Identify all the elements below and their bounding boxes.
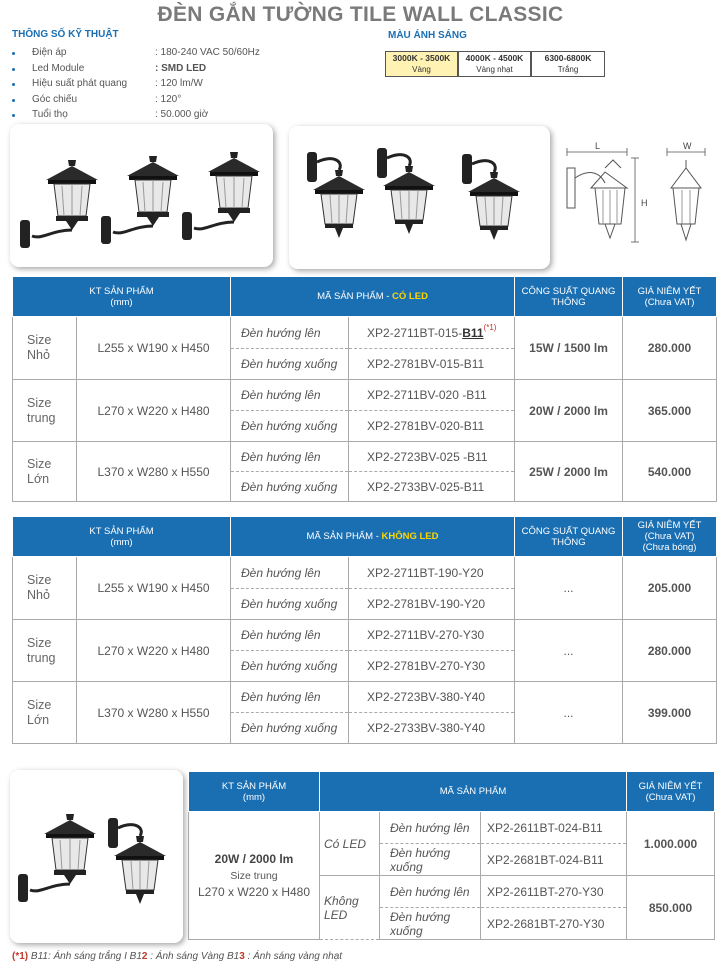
col-header-size: KT SẢN PHẨM (mm) bbox=[13, 517, 231, 557]
dim-w-label: W bbox=[683, 141, 692, 151]
lamp-down-icon bbox=[289, 126, 550, 269]
size-cell: Size Lớn bbox=[13, 682, 77, 744]
dim-h-label: H bbox=[641, 198, 648, 208]
table-row bbox=[13, 317, 717, 349]
page-title: ĐÈN GẮN TƯỜNG TILE WALL CLASSIC bbox=[157, 3, 564, 26]
spec-label: Tuổi thọ bbox=[32, 109, 68, 120]
size-cell: Size Nhỏ bbox=[13, 317, 77, 380]
col-header-power: CÔNG SUẤT QUANG THÔNG bbox=[515, 277, 623, 317]
dir-up-cell: Đèn hướng lên bbox=[231, 442, 349, 472]
spec-label: Led Module bbox=[32, 62, 85, 74]
price-cell: 280.000 bbox=[623, 317, 717, 380]
power-cell: ... bbox=[515, 557, 623, 620]
lamp-up-icon bbox=[10, 124, 273, 267]
size-cell: 20W / 2000 lm Size trung L270 x W220 x H480 bbox=[189, 812, 320, 940]
dir-down-cell: Đèn hướng xuống bbox=[231, 589, 349, 620]
code-cell: XP2-2711BV-020 -B11 bbox=[349, 380, 515, 411]
code-cell: XP2-2781BV-270-Y30 bbox=[349, 651, 515, 682]
price-cell: 399.000 bbox=[623, 682, 717, 744]
code-cell: XP2-2711BT-190-Y20 bbox=[349, 557, 515, 589]
code-cell: XP2-2681BT-024-B11 bbox=[481, 844, 627, 876]
table-row bbox=[13, 557, 717, 589]
code-cell: XP2-2781BV-020-B11 bbox=[349, 411, 515, 442]
col-header-size: KT SẢN PHẨM (mm) bbox=[13, 277, 231, 317]
spec-value: : 50.000 giờ bbox=[155, 109, 209, 120]
dir-up-cell: Đèn hướng lên bbox=[380, 876, 481, 908]
dir-down-cell: Đèn hướng xuống bbox=[231, 713, 349, 744]
dir-down-cell: Đèn hướng xuống bbox=[231, 349, 349, 380]
code-cell: XP2-2723BV-025 -B11 bbox=[349, 442, 515, 472]
bullet-icon bbox=[12, 83, 15, 86]
dim-cell: L255 x W190 x H450 bbox=[77, 317, 231, 380]
power-cell: ... bbox=[515, 682, 623, 744]
dim-cell: L270 x W220 x H480 bbox=[77, 620, 231, 682]
col-header-size: KT SẢN PHẨM (mm) bbox=[189, 772, 320, 812]
code-cell: XP2-2781BV-190-Y20 bbox=[349, 589, 515, 620]
col-header-code: MÃ SẢN PHẨM bbox=[320, 772, 627, 812]
swatch-range: 6300-6800K bbox=[544, 53, 592, 63]
bullet-icon bbox=[12, 52, 15, 55]
table-row bbox=[13, 620, 717, 651]
price-cell: 280.000 bbox=[623, 620, 717, 682]
dir-down-cell: Đèn hướng xuống bbox=[231, 472, 349, 502]
swatch-range: 4000K - 4500K bbox=[465, 53, 524, 63]
type-cell: Có LED bbox=[320, 812, 380, 876]
table-row bbox=[189, 812, 715, 844]
dir-up-cell: Đèn hướng lên bbox=[380, 812, 481, 844]
dir-down-cell: Đèn hướng xuống bbox=[231, 651, 349, 682]
dir-up-cell: Đèn hướng lên bbox=[231, 682, 349, 713]
size-cell: Size trung bbox=[13, 620, 77, 682]
product-photo-down bbox=[289, 126, 550, 269]
dim-cell: L255 x W190 x H450 bbox=[77, 557, 231, 620]
swatch-neutral bbox=[458, 51, 531, 77]
col-header-code: MÃ SẢN PHẨM - CÓ LED bbox=[231, 277, 515, 317]
table-row bbox=[13, 442, 717, 472]
dir-up-cell: Đèn hướng lên bbox=[231, 620, 349, 651]
col-header-power: CÔNG SUẤT QUANG THÔNG bbox=[515, 517, 623, 557]
col-header-price: GIÁ NIÊM YẾT (Chưa VAT) bbox=[627, 772, 715, 812]
code-cell: XP2-2611BT-270-Y30 bbox=[481, 876, 627, 908]
bullet-icon bbox=[12, 114, 15, 117]
swatch-warm bbox=[385, 51, 458, 77]
table-set bbox=[188, 771, 715, 940]
price-cell: 365.000 bbox=[623, 380, 717, 442]
price-cell: 205.000 bbox=[623, 557, 717, 620]
dim-cell: L270 x W220 x H480 bbox=[77, 380, 231, 442]
price-cell: 1.000.000 bbox=[627, 812, 715, 876]
col-header-price: GIÁ NIÊM YẾT (Chưa VAT) (Chưa bóng) bbox=[623, 517, 717, 557]
spec-value: : 120 lm/W bbox=[155, 78, 203, 89]
power-cell: 15W / 1500 lm bbox=[515, 317, 623, 380]
swatch-name: Vàng nhạt bbox=[476, 65, 513, 74]
bullet-icon bbox=[12, 68, 15, 71]
size-cell: Size trung bbox=[13, 380, 77, 442]
dir-down-cell: Đèn hướng xuống bbox=[231, 411, 349, 442]
spec-label: Hiệu suất phát quang bbox=[32, 78, 128, 89]
size-cell: Size Lớn bbox=[13, 442, 77, 502]
footnote: (*1) B11: Ánh sáng trắng I B12 : Ánh sáng Vàng B13 : Ánh sáng vàng nhạt bbox=[12, 951, 343, 962]
power-cell: 20W / 2000 lm bbox=[515, 380, 623, 442]
code-cell: XP2-2733BV-380-Y40 bbox=[349, 713, 515, 744]
price-cell: 540.000 bbox=[623, 442, 717, 502]
code-cell: XP2-2681BT-270-Y30 bbox=[481, 908, 627, 940]
dim-cell: L370 x W280 x H550 bbox=[77, 682, 231, 744]
code-cell: XP2-2611BT-024-B11 bbox=[481, 812, 627, 844]
dir-up-cell: Đèn hướng lên bbox=[231, 317, 349, 349]
swatch-cool bbox=[531, 51, 605, 77]
dir-up-cell: Đèn hướng lên bbox=[231, 380, 349, 411]
bullet-icon bbox=[12, 99, 15, 102]
dir-down-cell: Đèn hướng xuống bbox=[380, 844, 481, 876]
table-header-row bbox=[189, 772, 715, 812]
dir-down-cell: Đèn hướng xuống bbox=[380, 908, 481, 940]
spec-value: : 180-240 VAC 50/60Hz bbox=[155, 47, 260, 58]
dir-up-cell: Đèn hướng lên bbox=[231, 557, 349, 589]
power-cell: ... bbox=[515, 620, 623, 682]
light-color-swatches bbox=[385, 51, 605, 77]
type-cell: Không LED bbox=[320, 876, 380, 940]
specs-heading: THÔNG SỐ KỸ THUẬT bbox=[12, 29, 119, 40]
product-photo-set bbox=[10, 770, 183, 943]
dimension-diagram bbox=[555, 138, 715, 253]
spec-value: : 120° bbox=[155, 93, 182, 105]
col-header-code: MÃ SẢN PHẨM - KHÔNG LED bbox=[231, 517, 515, 557]
code-cell: XP2-2781BV-015-B11 bbox=[349, 349, 515, 380]
spec-label: Góc chiếu bbox=[32, 93, 78, 105]
size-cell: Size Nhỏ bbox=[13, 557, 77, 620]
code-cell: XP2-2733BV-025-B11 bbox=[349, 472, 515, 502]
table-header-row bbox=[13, 277, 717, 317]
dim-cell: L370 x W280 x H550 bbox=[77, 442, 231, 502]
lamp-set-icon bbox=[10, 770, 183, 943]
code-cell: XP2-2723BV-380-Y40 bbox=[349, 682, 515, 713]
power-cell: 25W / 2000 lm bbox=[515, 442, 623, 502]
table-without-led bbox=[12, 516, 717, 744]
swatch-name: Trắng bbox=[557, 65, 579, 74]
spec-value: : SMD LED bbox=[155, 62, 207, 74]
table-with-led bbox=[12, 276, 717, 502]
table-header-row bbox=[13, 517, 717, 557]
swatch-range: 3000K - 3500K bbox=[392, 53, 451, 63]
price-cell: 850.000 bbox=[627, 876, 715, 940]
table-row bbox=[13, 380, 717, 411]
col-header-price: GIÁ NIÊM YẾT (Chưa VAT) bbox=[623, 277, 717, 317]
table-row bbox=[13, 682, 717, 713]
swatch-name: Vàng bbox=[412, 65, 431, 74]
light-color-heading: MÀU ÁNH SÁNG bbox=[388, 30, 467, 41]
product-photo-up bbox=[10, 124, 273, 267]
dim-l-label: L bbox=[595, 141, 601, 151]
code-cell: XP2-2711BV-270-Y30 bbox=[349, 620, 515, 651]
code-cell: $XP2-2711BT-015-B11^{(*1)}$ bbox=[349, 317, 515, 349]
spec-label: Điện áp bbox=[32, 47, 67, 58]
